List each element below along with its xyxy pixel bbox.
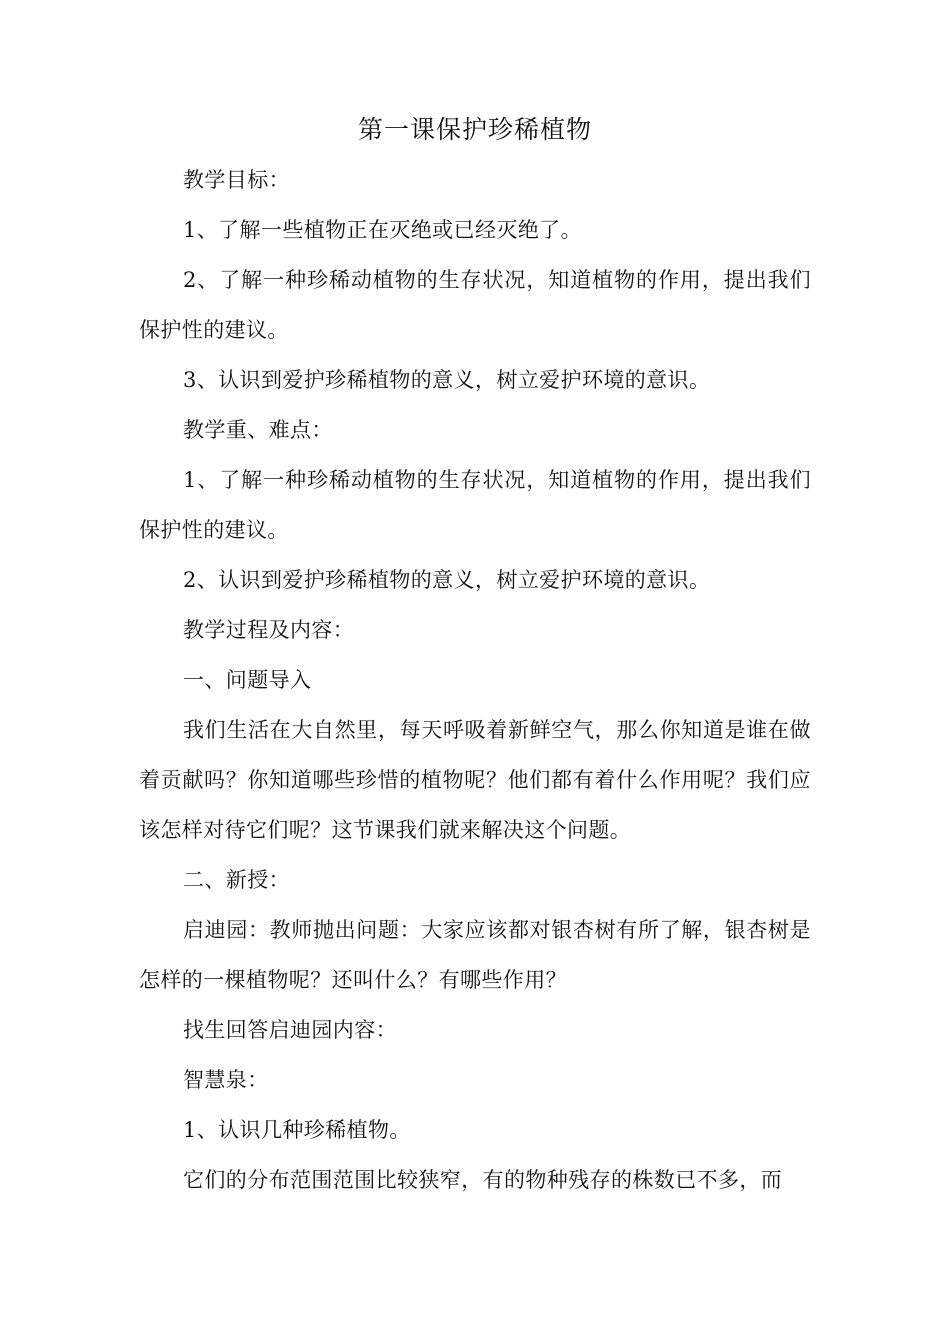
heading-teaching-process: 教学过程及内容：: [183, 618, 355, 642]
student-answer-paragraph: 找生回答启迪园内容：: [183, 1018, 397, 1042]
key-point-2: 2、认识到爱护珍稀植物的意义，树立爱护环境的意识。: [183, 568, 711, 592]
goal-item-2: 2、了解一种珍稀动植物的生存状况，知道植物的作用，提出我们保护性的建议。: [139, 268, 811, 342]
goal-item-1: 1、了解一些植物正在灭绝或已经灭绝了。: [183, 218, 582, 242]
section-intro-heading: 一、问题导入: [183, 668, 312, 692]
qidiyuan-paragraph: 启迪园：教师抛出问题：大家应该都对银杏树有所了解，银杏树是怎样的一棵植物呢？还叫什么？有哪些作用？: [139, 918, 811, 992]
key-point-1: 1、了解一种珍稀动植物的生存状况，知道植物的作用，提出我们保护性的建议。: [139, 468, 811, 542]
section-new-lesson-heading: 二、新授：: [183, 868, 290, 892]
distribution-paragraph: 它们的分布范围范围比较狭窄，有的物种残存的株数已不多，而: [183, 1168, 783, 1192]
heading-teaching-goals: 教学目标：: [183, 168, 290, 192]
heading-key-points: 教学重、难点：: [183, 418, 333, 442]
goal-item-3: 3、认识到爱护珍稀植物的意义，树立爱护环境的意识。: [183, 368, 711, 392]
rare-plants-item-1: 1、认识几种珍稀植物。: [183, 1118, 411, 1142]
document-title: 第一课保护珍稀植物: [357, 115, 592, 144]
zhihuiquan-heading: 智慧泉：: [183, 1068, 269, 1092]
intro-paragraph: 我们生活在大自然里，每天呼吸着新鲜空气，那么你知道是谁在做着贡献吗？你知道哪些珍惜的植物呢？他们都有着什么作用呢？我们应该怎样对待它们呢？这节课我们就来解决这个问题。: [139, 718, 811, 842]
